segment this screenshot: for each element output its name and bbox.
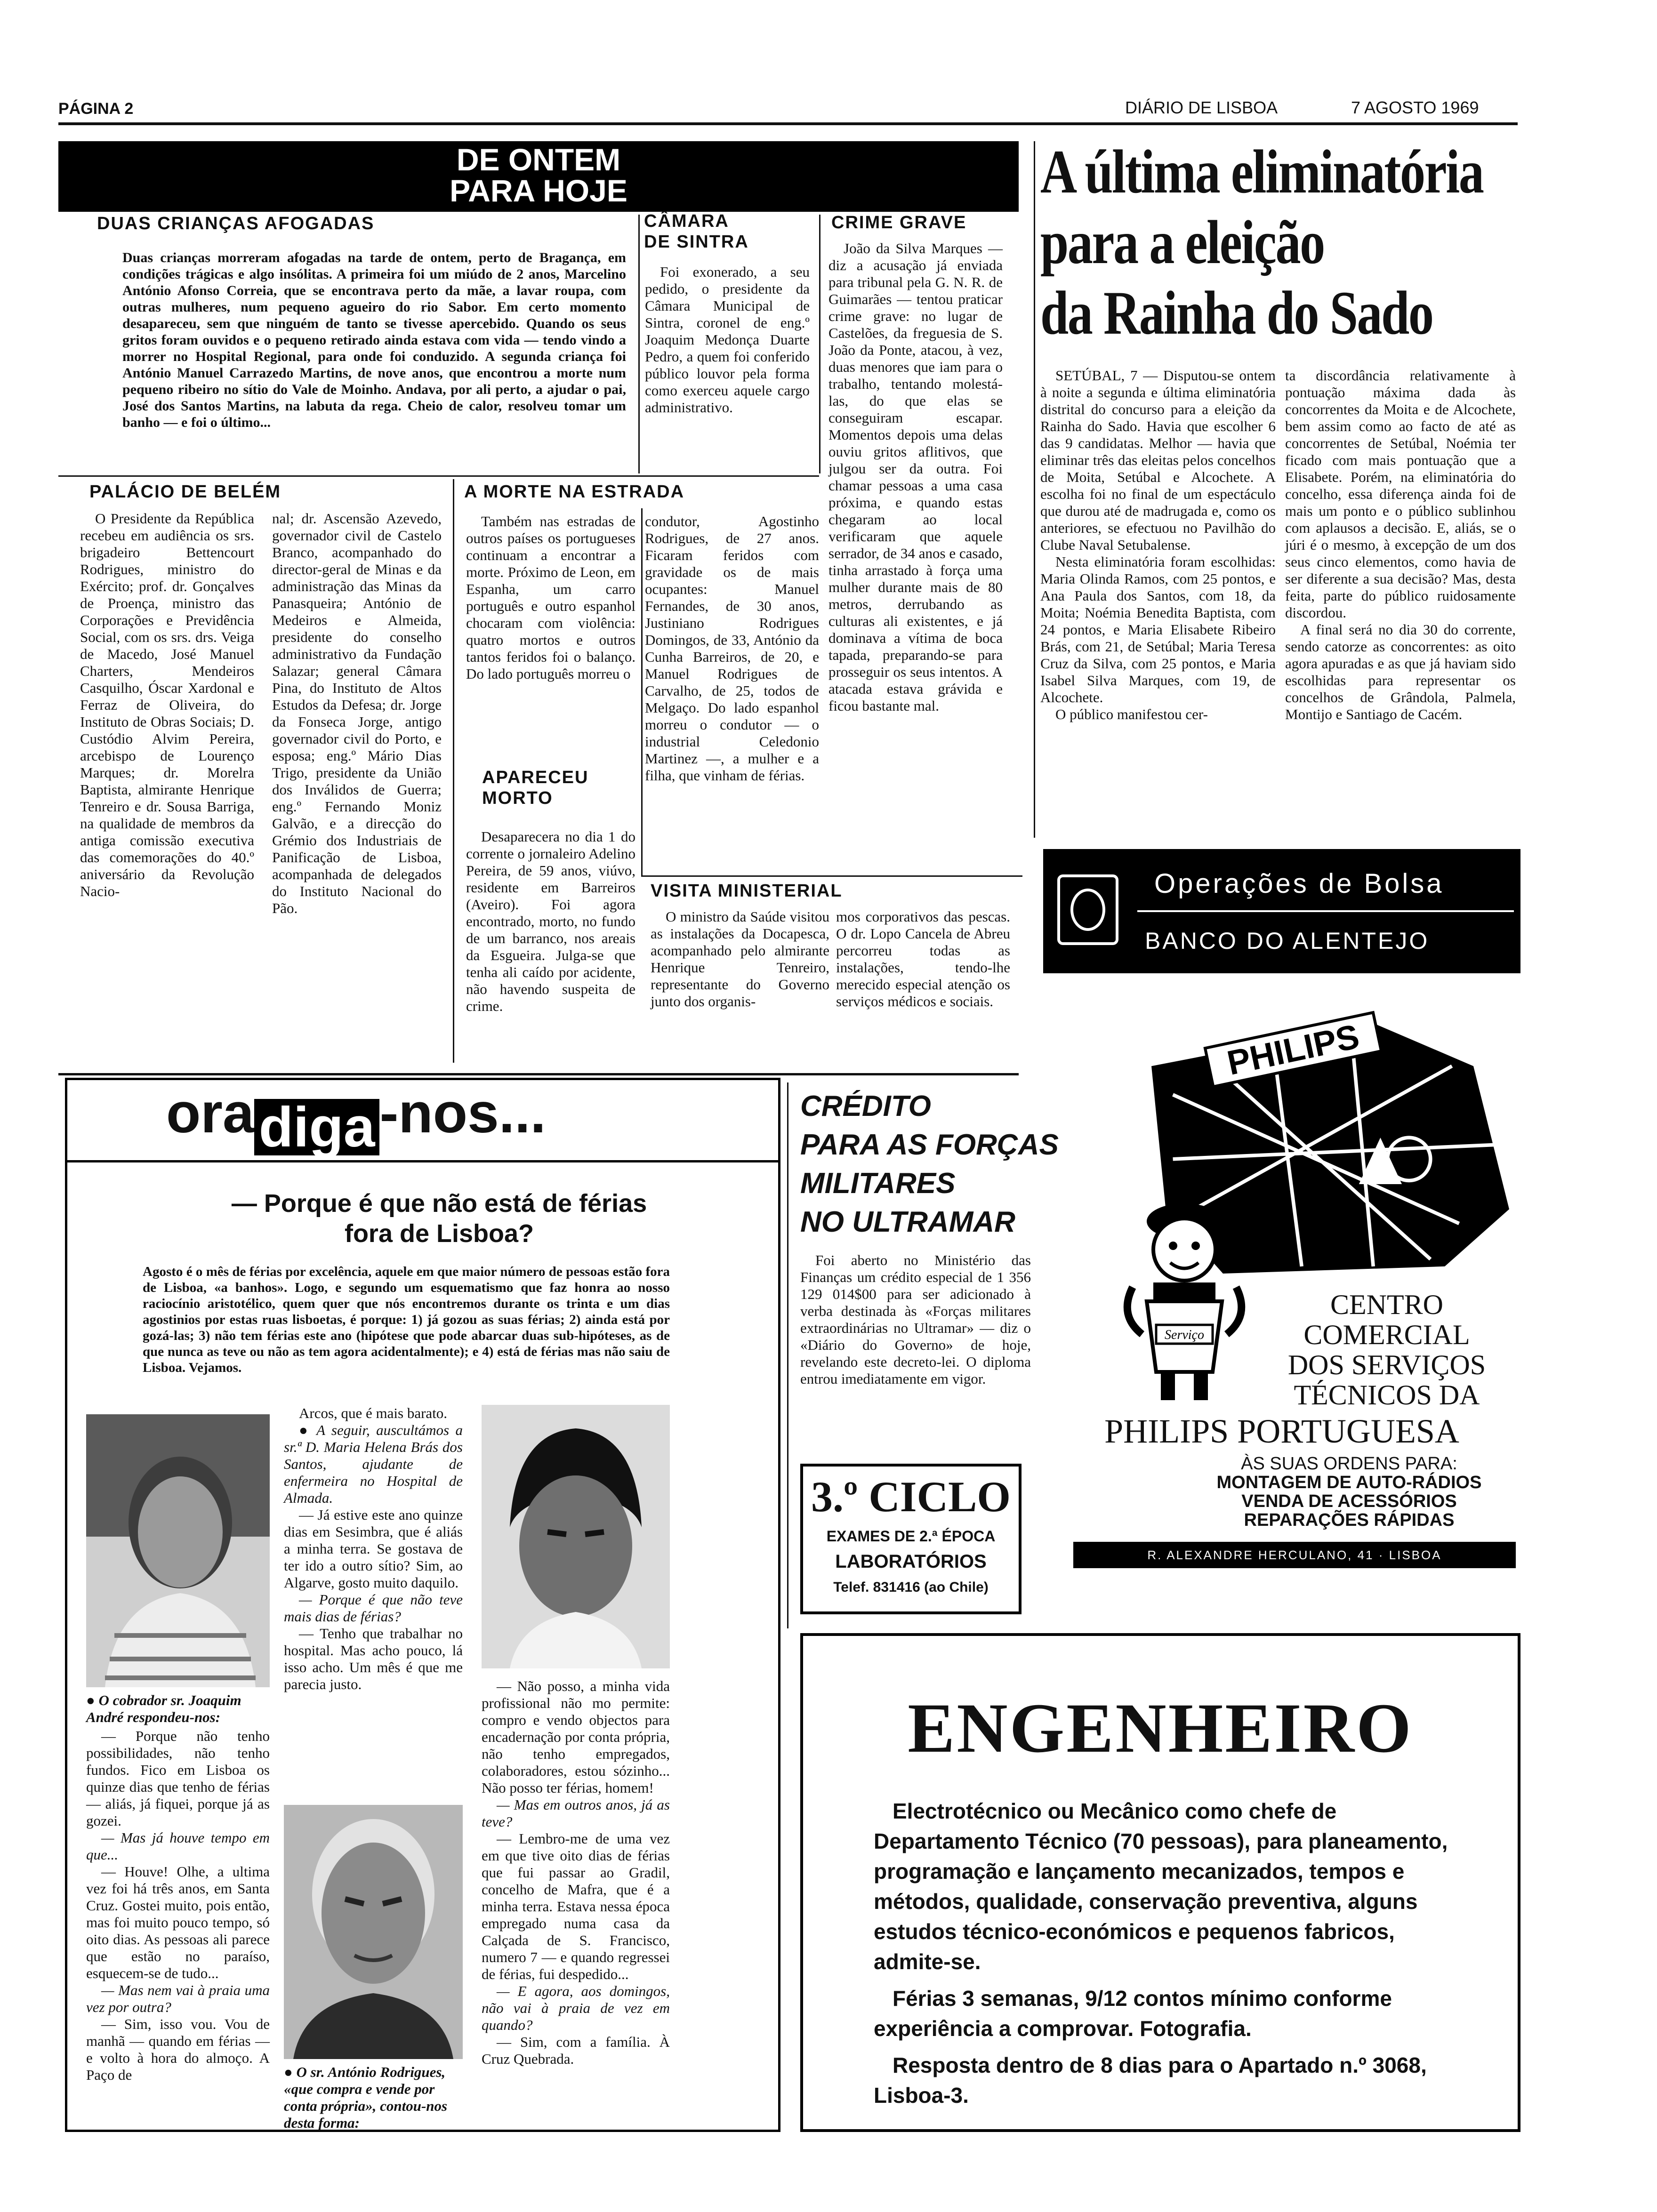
crime-title: CRIME GRAVE [831,213,967,232]
interview-paragraph: — Porque não tenho possibilidades, não tenho fundos. Fico em Lisboa os quinze dias que tenho de férias — aliás, já fiquei, porque já as gozei. [86,1728,270,1829]
section-rule [641,875,1022,877]
rainha-paragraph-1: SETÚBAL, 7 — Disputou-se ontem à noite a segunda e última eliminatória distrital do concurso para a eleição da Rainha do Sado. Havia que escolher 6 das 9 candidatas. Melhor — havia que eliminar três das eleitas pelos concelhos de Moita, Setúbal e Alcochete. A escolha foi no final de um espectáculo que durou até de madrugada e, como os anteriores, se efectuou no Pavilhão do Clube Naval Setubalense. [1040,367,1276,553]
ora-question-line2: fora de Lisboa? [344,1219,534,1248]
philips-ad [1043,984,1520,1600]
interview-paragraph: — Já estive este ano quinze dias em Sesimbra, que é aliás a minha terra. Se gostava de ter ido a outro sítio? Sim, ao Algarve, gosto muito daquilo. [284,1507,463,1591]
column-rule [819,215,820,473]
sintra-title-line2: DE SINTRA [644,232,749,252]
rainha-col2 [1285,367,1516,723]
rainha-headline-line1: A última eliminatória [1040,137,1483,206]
rainha-paragraph-3: O público manifestou cer- [1055,706,1208,722]
masthead-rule [58,122,1518,125]
ora-logo-part3: -nos... [379,1082,546,1145]
column-rule [1034,141,1035,838]
visita-col2 [836,908,1010,1010]
ora-intro: Agosto é o mês de férias por excelência, aquele em que maior número de pessoas estão fora de Lisboa, «a banhos». Logo, e segundo um esquematismo que faz honra ao nosso raciocínio aristotélico, quem quer que nós encontremos durante os trinta e um dias agostinios por estas ruas lisboetas, é porque: 1) já gozou as suas férias; 2) ainda está por gozá-las; 3) não tem férias este ano (hipótese que pode abarcar duas sub-hipóteses, as de que nunca as teve ou não as tem agora acidentalmente); e 4) está de férias mas não saiu de Lisboa. Vejamos. [143,1264,670,1375]
ora-col2 [284,1405,463,1693]
estrada-paragraph-1: Também nas estradas de outros países os portugueses continuam a encontrar a morte. Próximo de Leon, em Espanha, um carro português e outro espanhol chocaram com violência: quatro mortos e outros tantos feridos foi o balanço. Do lado português morreu o [466,513,635,682]
cobrador-photo [86,1414,270,1687]
interview-paragraph: — Porque é que não teve mais dias de férias? [284,1591,463,1625]
crime-paragraph: João da Silva Marques — diz a acusação já enviada para tribunal pela G. N. R. de Guimarães — tentou praticar crime grave: no lugar de Castelões, da freguesia de S. João da Ponte, atacou, à vez, duas menores que iam para o trabalho, tentando molestá-las, do que elas se conseguiram escapar. Momentos depois uma delas ouviu gritos aflitivos, que julgou ser da outra. Foi chamar pessoas a uma casa próxima, e quando estas chegaram ao local verificaram que aquele serrador, de 34 anos e casado, tinha arrastado à força uma mulher durante mais de 80 metros, derrubando as culturas ali existentes, e já dominava a vítima de boca tapada, preparando-se para prosseguir os seus intentos. A atacada estava grávida e ficou bastante mal. [828,240,1003,714]
estrada-title: A MORTE NA ESTRADA [464,482,685,502]
column-rule [641,508,643,875]
bolsa-ad [1043,849,1520,973]
interview-paragraph: — Lembro-me de uma vez em que tive oito dias de férias que fui passar ao Gradil, concelho de Mafra, que é a minha terra. Estava nessa época empregado numa casa da Calçada de S. Francisco, numero 7 — e quando regressei de férias, fui despedido... [482,1830,670,1982]
rainha-headline [1040,136,1483,348]
crianças-title: DUAS CRIANÇAS AFOGADAS [97,214,375,233]
banner-line1: DE ONTEM [456,142,621,177]
interview-paragraph: — Tenho que trabalhar no hospital. Mas acho pouco, lá isso acho. Um mês é que me parecia justo. [284,1625,463,1692]
credito-h1: CRÉDITO [800,1090,931,1122]
philips-c5: PHILIPS PORTUGUESA [1104,1412,1459,1450]
visita-title: VISITA MINISTERIAL [651,881,843,901]
interview-paragraph: — Sim, isso vou. Vou de manhã — quando em férias — e volto à hora do almoço. A Paço de [86,2016,270,2083]
ora-question [180,1188,698,1249]
philips-s1: ÀS SUAS ORDENS PARA: [1241,1454,1457,1474]
ora-diga-nos-box [65,1078,780,2132]
interview-paragraph: — Mas em outros anos, já as teve? [482,1796,670,1830]
visita-paragraph-2: mos corporativos das pescas. O dr. Lopo Cancela de Abreu percorreu todas as instalações, tendo-lhe merecido especial atenção os serviços médicos e sociais. [836,908,1010,1010]
crianças-body: Duas crianças morreram afogadas na tarde de ontem, perto de Bragança, em condições trágicas e algo insólitas. A primeira foi um miúdo de 2 anos, Marcelino António Afonso Correia, que se encontrava perto da mãe, a lavar roupa, com outras mulheres, num pequeno agueiro do rio Sabor. Em certo momento desapareceu, sem que ninguém de tanto se tivesse apercebido. Quando os seus gritos foram ouvidos e o pequeno retirado ainda estava com vida — tendo vindo a morrer no Hospital Regional, para onde foi conduzido. A segunda criança foi António Manuel Carrazedo Martins, de nove anos, que encontrou a morte num pequeno ribeiro no sítio do Vale de Moinho. Andava, por ali perto, a ajudar o pai, José dos Santos Martins, na labuta da rega. Cheio de calor, resolveu tomar um banho — e foi o último... [122,250,626,430]
apareceu-title [482,767,588,809]
credito-h4: NO ULTRAMAR [800,1206,1015,1238]
engenheiro-p1: Electrotécnico ou Mecânico como chefe de Departamento Técnico (70 pessoas), para planeamento, programação e lançamento mecanizados, tempos e métodos, qualidade, conservação preventiva, alguns estudos técnico-económicos e pequenos fabricos, admite-se. [874,1799,1448,1974]
belem-paragraph-1: O Presidente da República recebeu em audiência os srs. brigadeiro Bettencourt Rodrigues, ministro do Exército; prof. dr. Gonçalves de Proença, ministro das Corporações e Previdência Social, com os srs. drs. Veiga de Macedo, José Manuel Charters, Mendeiros Casquilho, Óscar Xardonal e Ferraz de Oliveira, do Instituto de Obras Sociais; D. Custódio Alvim Pereira, arcebispo de Lourenço Marques; dr. Morelra Baptista, almirante Henrique Tenreiro e dr. Sousa Barriga, na qualidade de membros da antiga comissão executiva das comemorações do 40.º aniversário da Revolução Nacio- [80,510,254,899]
issue-date: 7 AGOSTO 1969 [1351,98,1479,117]
estrada-col2 [645,513,819,784]
column-rule [638,215,640,473]
philips-address-bar: R. ALEXANDRE HERCULANO, 41 · LISBOA [1073,1542,1516,1568]
rainha-paragraph-2: Nesta eliminatória foram escolhidas: Maria Olinda Ramos, com 25 pontos, e Ana Paula dos Santos, com 18, da Moita; Noémia Benedita Baptista, com 24 pontos, e Maria Elisabete Ribeiro Brás, com 21, de Setúbal; Maria Teresa Cruz da Silva, com 25 pontos, e Maria Isabel Silva Marques, com 19, de Alcochete. [1040,553,1276,705]
rodrigues-portrait [284,1805,463,2059]
belem-paragraph-2: nal; dr. Ascensão Azevedo, governador civil de Castelo Branco, acompanhado do director-geral de Minas e da administração das Minas da Panasqueira; António de Medeiros e Almeida, presidente do conselho administrativo da Fundação Salazar; general Câmara Pina, do Instituto de Altos Estudos da Defesa; dr. Jorge da Fonseca Jorge, antigo governador civil do Porto, e esposa; eng.º Mário Dias Trigo, presidente da União dos Inválidos de Guerra; eng.º Fernando Moniz Galvão, e a direcção do Grémio dos Industriais de Panificação de Lisboa, acompanhada de delegados do Instituto Nacional do Pão. [272,510,442,916]
philips-centre-text [1260,1290,1514,1410]
philips-c3: DOS SERVIÇOS [1287,1349,1486,1380]
credito-headline [800,1087,1059,1242]
philips-brand: PHILIPS [1224,1017,1363,1082]
ciclo-title: 3.º CICLO [811,1473,1011,1521]
interview-paragraph: Arcos, que é mais barato. [299,1405,448,1421]
sintra-body [645,264,810,416]
interview-paragraph: — Mas já houve tempo em que... [86,1829,270,1863]
apareceu-title-line1: APARECEU [482,768,589,787]
rainha-col1 [1040,367,1276,723]
credito-paragraph: Foi aberto no Ministério das Finanças um crédito especial de 1 356 129 014$00 para ser adicionado à verba destinada às «Forças militares extraordinárias no Ultramar» — diz o «Diário do Governo» de hoje, revelando este decreto-lei. O diploma entrou imediatamente em vigor. [800,1252,1031,1387]
page-number: PÁGINA 2 [58,100,134,118]
credito-h2: PARA AS FORÇAS [800,1129,1059,1161]
ora-question-line1: — Porque é que não está de férias [231,1189,647,1218]
rainha-headline-line3: da Rainha do Sado [1040,278,1433,347]
philips-services [1184,1454,1514,1530]
apareceu-paragraph: Desaparecera no dia 1 do corrente o jornaleiro Adelino Pereira, de 59 anos, viúvo, residente em Barreiros (Aveiro). Foi agora encontrado, morto, no fundo de um barranco, nos areais da Esgueira. Julga-se que tenha ali caído por acidente, não havendo suspeita de crime. [466,828,635,1014]
apareceu-title-line2: MORTO [482,788,553,808]
bolsa-divider [1137,910,1514,912]
philips-c1: CENTRO [1330,1289,1443,1320]
interview-paragraph: — Mas nem vai à praia uma vez por outra? [86,1982,270,2015]
estrada-paragraph-2: condutor, Agostinho Rodrigues, de 27 anos. Ficaram feridos com gravidade os de mais ocupantes: Manuel Fernandes, de 30 anos, Justiniano Rodrigues Domingos, de 33, António da Cunha Barreiros, de 20, e Manuel Rodrigues de Carvalho, de 25, todos de Melgaço. Do lado espanhol morreu o condutor — o industrial Celedonio Martinez —, a mulher e a filha, que vinham de férias. [645,513,819,784]
section-rule [58,475,819,477]
bolsa-logo [1057,874,1118,945]
ciclo-line3: Telef. 831416 (ao Chile) [833,1579,989,1595]
apareceu-body [466,828,635,1015]
philips-c2: COMERCIAL [1303,1319,1470,1350]
logo-inner-shape [1070,889,1105,931]
ora-logo-part2: diga [254,1099,380,1155]
lower-rule [58,1073,1019,1075]
interview-paragraph: ● A seguir, auscultámos a sr.ª D. Maria Helena Brás dos Santos, ajudante de enfermeira no Hospital de Almada. [284,1422,463,1506]
ciclo-line2: LABORATÓRIOS [835,1551,987,1572]
rainha-paragraph-4: ta discordância relativamente à pontuação máxima dada às concorrentes da Moita e de Alcochete, bem assim como ao facto de até as concorrentes de Setúbal, Noémia ter ficado com mais pontuação que a Elisabete. Porém, na eliminatória do concelho, essa diferença ainda foi de mais um ponto e o público sublinhou com aplausos a decisão. E, aliás, se o júri é o mesmo, à excepção de um dos seus cinco elementos, como havia de ser diferente a sua decisão? Mas, desta feita, parte do público ruidosamente discordou. [1285,367,1516,621]
rodrigues-caption: ● O sr. António Rodrigues, «que compra e vende por conta própria», contou-nos desta forma: [284,2064,448,2131]
engenheiro-p3: Resposta dentro de 8 dias para o Apartado n.º 3068, Lisboa-3. [874,2053,1427,2108]
engenheiro-p2: Férias 3 semanas, 9/12 contos mínimo conforme experiência a comprovar. Fotografia. [874,1986,1392,2041]
sintra-title [644,211,749,252]
belem-title: PALÁCIO DE BELÉM [89,482,282,502]
philips-c4: TÉCNICOS DA [1294,1379,1480,1411]
estrada-col1 [466,513,635,682]
sintra-paragraph: Foi exonerado, a seu pedido, o presidente da Câmara Municipal de Sintra, coronel de eng.º Joaquim Medonça Duarte Pedro, a quem foi conferido público louvor pela forma como exerceu aquele cargo administrativo. [645,264,810,416]
banner-line2: PARA HOJE [450,173,627,208]
column-rule [453,479,454,1063]
cobrador-caption: ● O cobrador sr. Joaquim André respondeu-nos: [86,1692,241,1725]
philips-s3: VENDA DE ACESSÓRIOS [1241,1491,1457,1511]
ora-col1 [86,1728,270,2084]
credito-body [800,1252,1031,1387]
rainha-headline-line2: para a eleição [1040,208,1324,277]
helena-portrait [482,1405,670,1668]
visita-col1 [651,908,829,1010]
engenheiro-text [874,1796,1453,2110]
ora-logo-part1: ora [166,1082,254,1145]
ora-col3 [482,1678,670,2068]
belem-col2 [272,510,442,917]
cobrador-portrait [86,1414,270,1687]
belem-col1 [80,510,254,900]
interview-paragraph: — Não posso, a minha vida profissional não mo permite: compro e vendo objectos para encadernação por conta própria, não tenho empregados, colaboradores, estou sózinho... Não posso ter férias, homem! [482,1678,670,1796]
credito-h3: MILITARES [800,1167,956,1200]
ciclo-line1: EXAMES DE 2.ª ÉPOCA [826,1528,996,1545]
rainha-paragraph-5: A final será no dia 30 do corrente, sendo catorze as concorrentes: as oito agora apuradas e as que já haviam sido escolhidas para representar os concelhos de Grândola, Palmela, Montijo e Santiago de Cacém. [1285,621,1516,722]
bolsa-line1: Operações de Bolsa [1154,868,1444,899]
newspaper-name: DIÁRIO DE LISBOA [1125,98,1278,117]
sintra-title-line1: CÂMARA [644,211,729,231]
crime-body [828,240,1003,714]
section-banner [58,141,1019,212]
visita-paragraph-1: O ministro da Saúde visitou as instalações da Docapesca, acompanhado pelo almirante Henrique Tenreiro, representante do Governo junto dos organis- [651,908,829,1010]
philips-s4: REPARAÇÕES RÁPIDAS [1244,1510,1455,1530]
mascot-shield-text: Serviço [1165,1328,1204,1342]
engenheiro-ad [800,1633,1520,2132]
rodrigues-photo [284,1805,463,2059]
philips-s2: MONTAGEM DE AUTO-RÁDIOS [1216,1473,1482,1492]
ora-rule [67,1160,778,1162]
interview-paragraph: — Houve! Olhe, a ultima vez foi há três anos, em Santa Cruz. Gostei muito, pois então, mas foi muito pouco tempo, só oito dias. As pessoas ali parece que estão no paraíso, esquecem-se de tudo... [86,1863,270,1981]
interview-paragraph: — Sim, com a família. À Cruz Quebrada. [482,2034,670,2067]
helena-photo [482,1405,670,1668]
ciclo-ad [800,1464,1022,1614]
engenheiro-title: ENGENHEIRO [908,1689,1413,1767]
interview-paragraph: — E agora, aos domingos, não vai à praia de vez em quando? [482,1983,670,2033]
column-rule [787,1082,788,1628]
ora-logo [166,1082,546,1159]
mascot-illustration [1114,1191,1255,1412]
bolsa-line2: BANCO DO ALENTEJO [1145,928,1430,954]
